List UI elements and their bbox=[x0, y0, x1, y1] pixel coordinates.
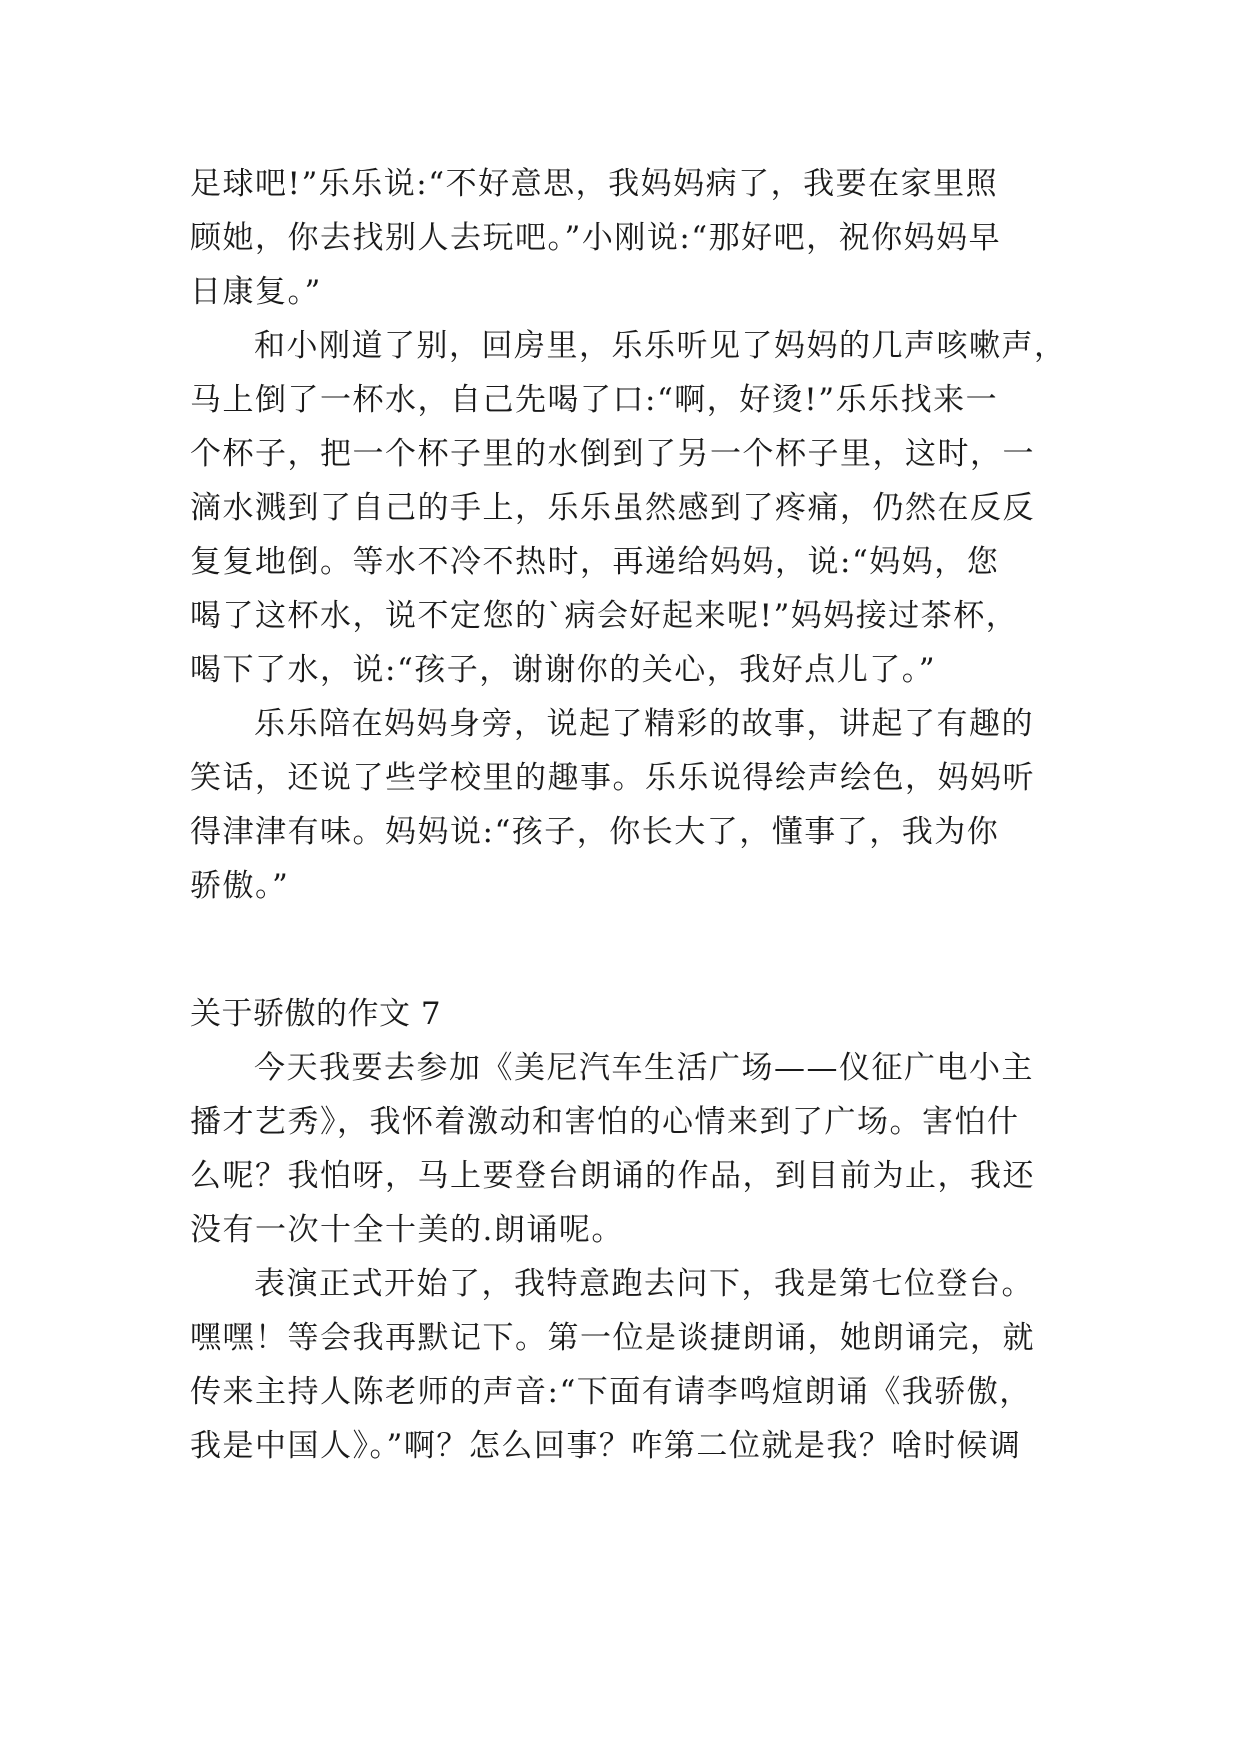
paragraph-4 bbox=[190, 1041, 1070, 1257]
text-line: 我是中国人》。”啊？怎么回事？咋第二位就是我？啥时候调 bbox=[190, 1428, 1022, 1464]
paragraph-5 bbox=[190, 1257, 1070, 1473]
text-line: 喝下了水，说:“孩子，谢谢你的关心，我好点儿了。” bbox=[190, 652, 937, 688]
text-line: 乐乐陪在妈妈身旁，说起了精彩的故事，讲起了有趣的 bbox=[254, 706, 1034, 742]
text-line: 播才艺秀》，我怀着激动和害怕的心情来到了广场。害怕什 bbox=[190, 1104, 1020, 1140]
text-line: 复复地倒。等水不冷不热时，再递给妈妈，说:“妈妈，您 bbox=[190, 544, 1000, 580]
text-line: 骄傲。” bbox=[190, 868, 290, 904]
text-line: 表演正式开始了，我特意跑去问下，我是第七位登台。 bbox=[254, 1266, 1034, 1302]
section-gap bbox=[190, 913, 1070, 987]
paragraph-3 bbox=[190, 697, 1070, 913]
text-line: 足球吧!”乐乐说:“不好意思，我妈妈病了，我要在家里照 bbox=[190, 166, 999, 202]
text-line: 笑话，还说了些学校里的趣事。乐乐说得绘声绘色，妈妈听 bbox=[190, 760, 1035, 796]
text-line: 么呢？我怕呀，马上要登台朗诵的作品，到目前为止，我还 bbox=[190, 1158, 1035, 1194]
paragraph-1 bbox=[190, 157, 1070, 319]
text-line: 没有一次十全十美的.朗诵呢。 bbox=[190, 1212, 624, 1248]
text-line: 滴水溅到了自己的手上，乐乐虽然感到了疼痛，仍然在反反 bbox=[190, 490, 1035, 526]
document-body bbox=[190, 157, 1070, 1473]
text-line: 得津津有味。妈妈说:“孩子，你长大了，懂事了，我为你 bbox=[190, 814, 1000, 850]
text-line: 马上倒了一杯水，自己先喝了口:“啊，好烫!”乐乐找来一 bbox=[190, 382, 999, 418]
text-line: 个杯子，把一个杯子里的水倒到了另一个杯子里，这时，一 bbox=[190, 436, 1035, 472]
text-line: 传来主持人陈老师的声音:“下面有请李鸣煊朗诵《我骄傲， bbox=[190, 1374, 1032, 1410]
paragraph-2 bbox=[190, 319, 1070, 697]
text-line: 喝了这杯水，说不定您的`病会好起来呢!”妈妈接过茶杯， bbox=[190, 598, 1019, 634]
text-line: 今天我要去参加《美尼汽车生活广场——仪征广电小主 bbox=[254, 1050, 1034, 1086]
text-line: 和小刚道了别，回房里，乐乐听见了妈妈的几声咳嗽声， bbox=[254, 328, 1067, 364]
text-line: 日康复。” bbox=[190, 274, 322, 310]
text-line: 嘿嘿！等会我再默记下。第一位是谈捷朗诵，她朗诵完，就 bbox=[190, 1320, 1035, 1356]
section-heading: 关于骄傲的作文 7 bbox=[190, 996, 442, 1032]
text-line: 顾她，你去找别人去玩吧。”小刚说:“那好吧，祝你妈妈早 bbox=[190, 220, 1002, 256]
